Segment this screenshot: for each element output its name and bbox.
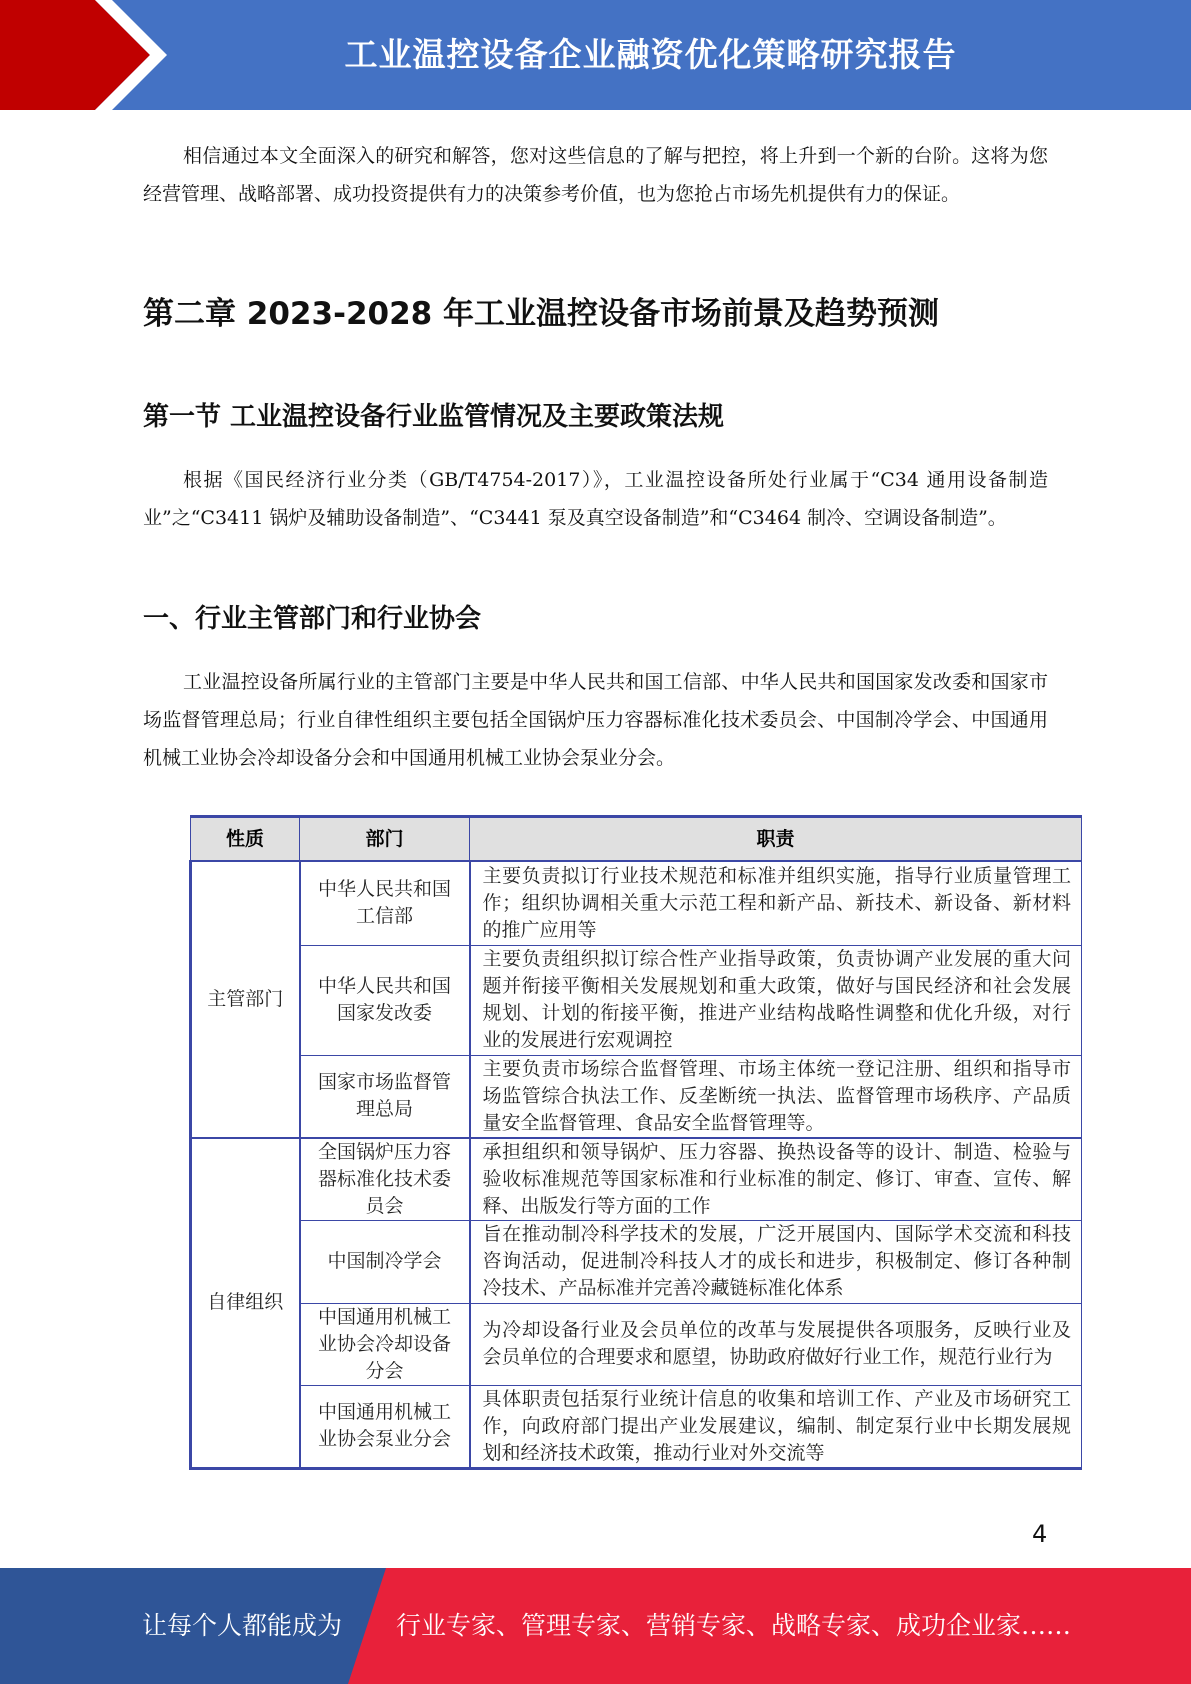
column-header-duties: 职责: [470, 817, 1082, 862]
duty-cell: 主要负责拟订行业技术规范和标准并组织实施，指导行业质量管理工作；组织协调相关重大示范工程和新产品、新技术、新设备、新材料的推广应用等: [470, 861, 1082, 945]
table-row: [191, 945, 1082, 1055]
department-cell: 中国制冷学会: [300, 1220, 470, 1303]
subsection-paragraph: 工业温控设备所属行业的主管部门主要是中华人民共和国工信部、中华人民共和国国家发改委和国家市场监督管理总局；行业自律性组织主要包括全国锅炉压力容器标准化技术委员会、中国制冷学会、中国通用机械工业协会冷却设备分会和中国通用机械工业协会泵业分会。: [143, 671, 1048, 769]
table-row: [191, 861, 1082, 945]
regulators-table: [189, 815, 1082, 1470]
page-header: [0, 0, 1191, 110]
department-cell: 国家市场监督管理总局: [300, 1055, 470, 1138]
section-title: 第一节 工业温控设备行业监管情况及主要政策法规: [143, 402, 725, 432]
table-row: [191, 1220, 1082, 1303]
duty-cell: 为冷却设备行业及会员单位的改革与发展提供各项服务，反映行业及会员单位的合理要求和愿望，协助政府做好行业工作，规范行业行为: [470, 1303, 1082, 1385]
table-row: [191, 1055, 1082, 1138]
duty-cell: 具体职责包括泵行业统计信息的收集和培训工作、产业及市场研究工作，向政府部门提出产业发展建议，编制、制定泵行业中长期发展规划和经济技术政策，推动行业对外交流等: [470, 1385, 1082, 1468]
department-cell: 中国通用机械工业协会冷却设备分会: [300, 1303, 470, 1385]
table-row: [191, 1138, 1082, 1221]
section-paragraph: 根据《国民经济行业分类（GB/T4754-2017）》，工业温控设备所处行业属于“C34 通用设备制造业”之“C3411 锅炉及辅助设备制造”、“C3441 泵及真空设备制造”和“C3464 制冷、空调设备制造”。: [143, 469, 1048, 529]
department-cell: 中华人民共和国工信部: [300, 861, 470, 945]
footer-slogan-right: 行业专家、管理专家、营销专家、战略专家、成功企业家……: [396, 1611, 1072, 1640]
department-cell: 全国锅炉压力容器标准化技术委员会: [300, 1138, 470, 1221]
page-footer: [0, 1568, 1191, 1684]
intro-paragraph: 相信通过本文全面深入的研究和解答，您对这些信息的了解与把控，将上升到一个新的台阶。这将为您经营管理、战略部署、成功投资提供有力的决策参考价值，也为您抢占市场先机提供有力的保证。: [143, 145, 1048, 205]
page-number: 4: [1032, 1520, 1048, 1548]
nature-cell-competent: 主管部门: [191, 861, 300, 1138]
column-header-department: 部门: [300, 817, 470, 862]
duty-cell: 承担组织和领导锅炉、压力容器、换热设备等的设计、制造、检验与验收标准规范等国家标准和行业标准的制定、修订、审查、宣传、解释、出版发行等方面的工作: [470, 1138, 1082, 1221]
regulators-table-wrapper: [189, 815, 1082, 1470]
duty-cell: 主要负责市场综合监督管理、市场主体统一登记注册、组织和指导市场监管综合执法工作、反垄断统一执法、监督管理市场秩序、产品质量安全监督管理、食品安全监督管理等。: [470, 1055, 1082, 1138]
column-header-nature: 性质: [191, 817, 300, 862]
chapter-title: 第二章 2023-2028 年工业温控设备市场前景及趋势预测: [143, 296, 940, 332]
duty-cell: 旨在推动制冷科学技术的发展，广泛开展国内、国际学术交流和科技咨询活动，促进制冷科技人才的成长和进步，积极制定、修订各种制冷技术、产品标准并完善冷藏链标准化体系: [470, 1220, 1082, 1303]
duty-cell: 主要负责组织拟订综合性产业指导政策，负责协调产业发展的重大问题并衔接平衡相关发展规划和重大政策，做好与国民经济和社会发展规划、计划的衔接平衡，推进产业结构战略性调整和优化升级，对行业的发展进行宏观调控: [470, 945, 1082, 1055]
subsection-title: 一、行业主管部门和行业协会: [143, 604, 482, 634]
department-cell: 中国通用机械工业协会泵业分会: [300, 1385, 470, 1468]
footer-slogan-left: 让每个人都能成为: [142, 1611, 343, 1640]
table-header-row: [191, 817, 1082, 862]
table-row: [191, 1303, 1082, 1385]
header-title: 工业温控设备企业融资优化策略研究报告: [344, 35, 957, 74]
table-row: [191, 1385, 1082, 1468]
nature-cell-self-regulatory: 自律组织: [191, 1138, 300, 1469]
department-cell: 中华人民共和国国家发改委: [300, 945, 470, 1055]
